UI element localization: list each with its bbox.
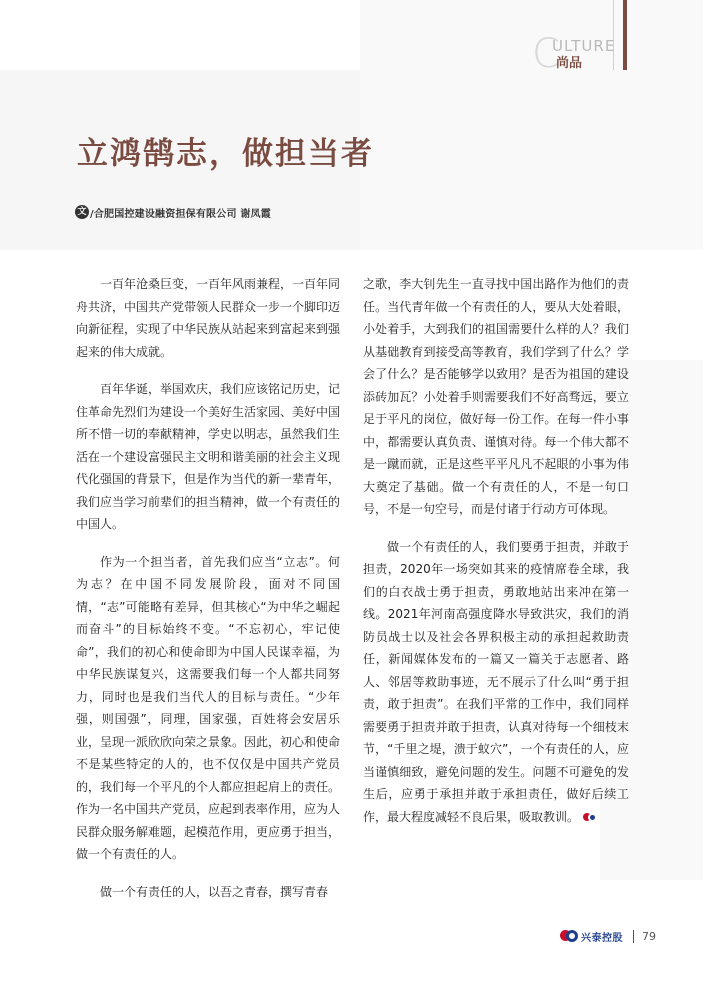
right-column (363, 273, 629, 843)
byline-author: /合肥国控建设融资担保有限公司 谢凤霞 (90, 208, 271, 220)
page-footer (560, 927, 656, 945)
byline (75, 204, 271, 220)
page-number: 79 (642, 929, 656, 943)
section-mark-word: ULTURE (552, 37, 616, 55)
footer-brand: 兴泰控股 (581, 932, 623, 944)
section-mark-cn: 尚品 (556, 56, 583, 71)
paragraph: 一百年沧桑巨变，一百年风雨兼程，一百年同舟共济，中国共产党带领人民群众一步一个脚印迈向新征程，实现了中华民族从站起来到富起来到强起来的伟大成就。 (76, 277, 341, 359)
end-mark-icon (583, 813, 597, 822)
paragraph: 之歌，李大钊先生一直寻找中国出路作为他们的责任。当代青年做一个有责任的人，要从大处着眼，小处着手，大到我们的祖国需要什么样的人？我们从基础教育到接受高等教育，我们学到了什么？学会了什么？是否能够学以致用？是否为祖国的建设添砖加瓦？小处着手则需要我们不好高骛远，要立足于平凡的岗位，做好每一份工作。在每一件小事中，都需要认真负责、谨慎对待。每一个伟大都不是一蹴而就，正是这些平平凡凡不起眼的小事为伟大奠定了基础。做一个有责任的人，不是一句口号，不是一句空号，而是付诸于行动方可体现。 (363, 277, 629, 516)
byline-badge: 文 (75, 205, 89, 219)
paragraph: 做一个有责任的人，以吾之青春，撰写青春 (100, 884, 329, 899)
paragraph: 作为一个担当者，首先我们应当“立志”。何为志？在中国不同发展阶段，面对不同国情，“志”可能略有差异，但其核心“为中华之崛起而奋斗”的目标始终不变。“不忘初心，牢记使命”，我们的初心和使命即为中国人民谋幸福，为中华民族谋复兴，这需要我们每一个人都共同努力，同时也是我们当代人的目标与责任。“少年强，则国强”，同理，国家强，百姓将会安居乐业，呈现一派欣欣向荣之景象。因此，初心和使命不是某些特定的人的，也不仅仅是中国共产党员的，我们每一个平凡的个人都应担起肩上的责任。作为一名中国共产党员，应起到表率作用，应为人民群众服务解难题，起模范作用，更应勇于担当，做一个有责任的人。 (76, 554, 341, 861)
paragraph: 百年华诞，举国欢庆，我们应该铭记历史，记住革命先烈们为建设一个美好生活家园、美好中国所不惜一切的奉献精神，学史以明志，虽然我们生活在一个建设富强民主文明和谐美丽的社会主义现代化强国的背景下，但是作为当代的新一辈青年，我们应当学习前辈们的担当精神，做一个有责任的中国人。 (76, 382, 341, 531)
brand-logo-icon (560, 929, 578, 943)
section-mark (532, 31, 627, 77)
section-mark-letter: C (532, 31, 560, 77)
footer-divider (633, 930, 634, 943)
left-column (76, 273, 340, 918)
paragraph (363, 536, 629, 829)
paragraph-text: 做一个有责任的人，我们要勇于担责，并敢于担责，2020年一场突如其来的疫情席卷全球，我们的白衣战士勇于担责，勇敢地站出来冲在第一线。2021年河南高强度降水导致洪灾，我们的消防员战士以及社会各界积极主动的承担起救助责任，新闻媒体发布的一篇又一篇关于志愿者、路人、邻居等救助事迹，无不展示了什么叫“勇于担责，敢于担责”。在我们平常的工作中，我们同样需要勇于担责并敢于担责，认真对待每一个细枝末节，“千里之堤，溃于蚁穴”，一个有责任的人，应当谨慎细致，避免问题的发生。问题不可避免的发生后，应勇于承担并敢于承担责任，做好后续工作，最大程度减轻不良后果，吸取教训。 (363, 539, 629, 824)
article-title: 立鸿鹄志，做担当者 (77, 136, 374, 172)
